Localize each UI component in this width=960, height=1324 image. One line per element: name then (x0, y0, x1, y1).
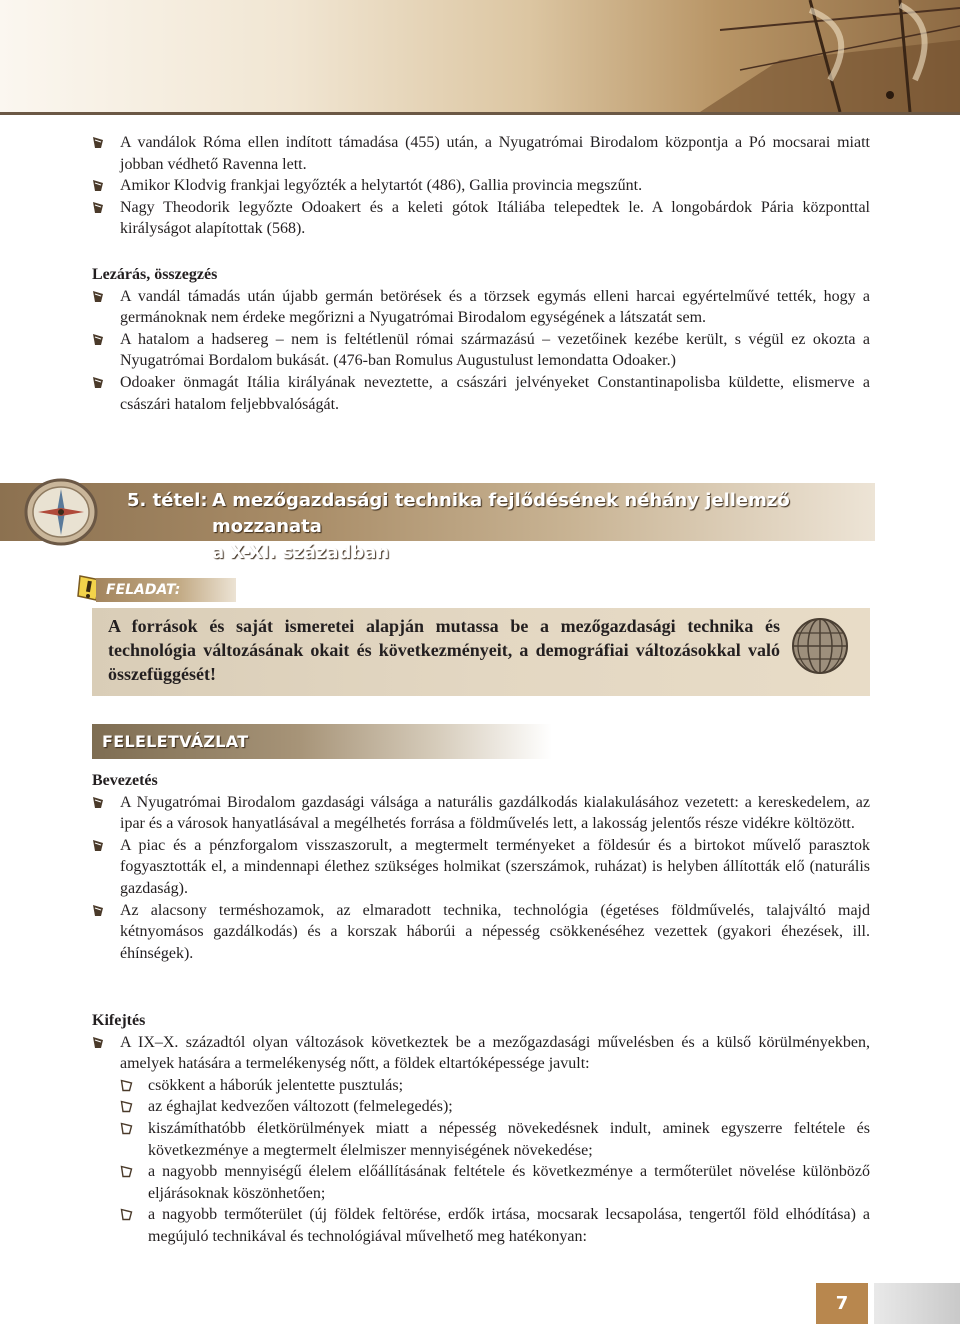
topic-number: 5. tétel: (127, 490, 208, 511)
list-item-text: Amikor Klodvig frankjai legyőzték a helytartót (486), Gallia provincia megszűnt. (120, 177, 643, 195)
list-item (92, 197, 870, 240)
sublist-item (120, 1161, 870, 1204)
header-banner (0, 0, 960, 112)
bullet-icon (92, 1036, 104, 1049)
task-label: FELADAT: (96, 578, 236, 602)
topic-title (212, 488, 862, 566)
topic-title-line1: A mezőgazdasági technika fejlődésének néhány jellemző mozzanata (212, 490, 790, 537)
sublist-item-text: a nagyobb termőterület (új földek feltörése, erdők irtása, mocsarak lecsapolása, tengertől föld elhódítása) a megújuló technikával és technológiával művelhető meg hatékonyan: (148, 1206, 870, 1245)
list-item-text: Odoaker önmagát Itália királyának neveztette, a császári jelvényeket Constantinapolisba küldette, elismerve a császári hatalom feljebbvalóságát. (120, 373, 870, 413)
list-item (92, 372, 870, 415)
task-text: A források és saját ismeretei alapján mutassa be a mezőgazdasági technika és technológia változásának okait és következményeit, a demográfiai változásokkal való összefüggését! (108, 616, 780, 684)
hollow-bullet-icon (120, 1079, 133, 1092)
list-item-text: A IX–X. századtól olyan változások következtek be a mezőgazdasági művelésben és a külső körülményekben, amelyek hatására a termelékenység nőtt, a földek eltartóképessége javult: (120, 1033, 870, 1073)
sublist-item-text: kiszámíthatóbb életkörülmények miatt a népesség növekedésnek indult, aminek egyszerre feltétele és következménye a megtermelt élelmiszer mennyiségének növekedése; (148, 1119, 870, 1159)
list-item (92, 1032, 870, 1075)
bullet-icon (92, 179, 104, 192)
bullet-icon (92, 796, 104, 809)
kifejtes-sublist (120, 1075, 870, 1248)
intro-list (92, 792, 870, 965)
sublist-item-text: az éghajlat kedvezően változott (felmelegedés); (148, 1098, 453, 1116)
compass-icon (24, 477, 98, 547)
kifejtes-list (92, 1032, 870, 1075)
kifejtes-section (92, 1010, 870, 1248)
globe-icon (790, 616, 850, 676)
list-item (92, 900, 870, 965)
page-number: 7 (816, 1283, 868, 1324)
list-item (92, 835, 870, 900)
list-item-text: Az alacsony terméshozamok, az elmaradott technika, technológia (égetéses földművelés, talajváltó majd kétnyomásos gazdálkodás) és a korszak háborúi a népesség csökkenéséhez vezettek (gyakori éhezések, ill. éhínségek). (120, 901, 870, 962)
summary-section (92, 264, 870, 415)
list-item-text: A vandál támadás után újabb germán betörések és a törzsek egymás elleni harcai egyértelművé tették, hogy a germánoknak nem érdeke megőrizni a Nyugatrómai Birodalom egységének a látszatát sem. (120, 287, 870, 327)
bullet-icon (92, 376, 104, 389)
sublist-item (120, 1118, 870, 1161)
bullet-icon (92, 290, 104, 303)
hollow-bullet-icon (120, 1122, 133, 1135)
bullet-icon (92, 904, 104, 917)
list-item-text: A Nyugatrómai Birodalom gazdasági válsága a naturális gazdálkodás kialakulásához vezetett: a kereskedelem, az ipar és a városok hanyatlásával a megélhetés forrása a földművelés lett, a lakosság jelentős része vidékre költözött. (120, 793, 870, 833)
list-item (92, 329, 870, 372)
bullet-icon (92, 201, 104, 214)
topic-title-line2: a X-XI. században (212, 542, 390, 563)
top-section (92, 132, 870, 240)
intro-heading: Bevezetés (92, 772, 158, 789)
sailing-ship-image (660, 0, 960, 112)
intro-section (92, 770, 870, 964)
top-list (92, 132, 870, 240)
bullet-icon (92, 136, 104, 149)
sublist-item (120, 1075, 870, 1097)
header-divider (0, 112, 960, 115)
hollow-bullet-icon (120, 1165, 133, 1178)
list-item-text: A hatalom a hadsereg – nem is feltétlenül római származású – vezetőinek kezébe került, s végül ez okozta a Nyugatrómai Bordalom bukását. (476-ban Romulus Augustulust lemondatta Odoaker.) (120, 330, 870, 370)
list-item (92, 175, 870, 197)
list-item (92, 792, 870, 835)
list-item (92, 132, 870, 175)
hollow-bullet-icon (120, 1208, 133, 1221)
answer-outline-label: FELELETVÁZLAT (92, 724, 552, 759)
summary-heading: Lezárás, összegzés (92, 266, 218, 283)
sublist-item-text: a nagyobb mennyiségű élelem előállításának feltétele és következménye a termőterület növelése különböző eljárásoknak köszönhetően; (148, 1163, 870, 1202)
list-item (92, 286, 870, 329)
sublist-item (120, 1096, 870, 1118)
kifejtes-heading: Kifejtés (92, 1012, 146, 1029)
sublist-item (120, 1204, 870, 1247)
list-item-text: A vandálok Róma ellen indított támadása (455) után, a Nyugatrómai Birodalom központja a Pó mocsarai miatt jobban védhető Ravenna lett. (120, 134, 870, 173)
hollow-bullet-icon (120, 1100, 133, 1113)
footer-decoration (874, 1283, 960, 1324)
bullet-icon (92, 333, 104, 346)
summary-list (92, 286, 870, 416)
bullet-icon (92, 839, 104, 852)
sublist-item-text: csökkent a háborúk jelentette pusztulás; (148, 1076, 404, 1094)
list-item-text: A piac és a pénzforgalom visszaszorult, a megtermelt terményeket a földesúr és a birtokot művelő parasztok fogyasztották el, a mindennapi élethez szükséges holmikat (szerszámok, ruházat) is helyben állították elő (naturális gazdaság). (120, 836, 870, 897)
list-item-text: Nagy Theodorik legyőzte Odoakert és a keleti gótok Itáliába telepedtek le. A longobárdok Pária központtal királyságot alapítottak (568). (120, 198, 870, 238)
